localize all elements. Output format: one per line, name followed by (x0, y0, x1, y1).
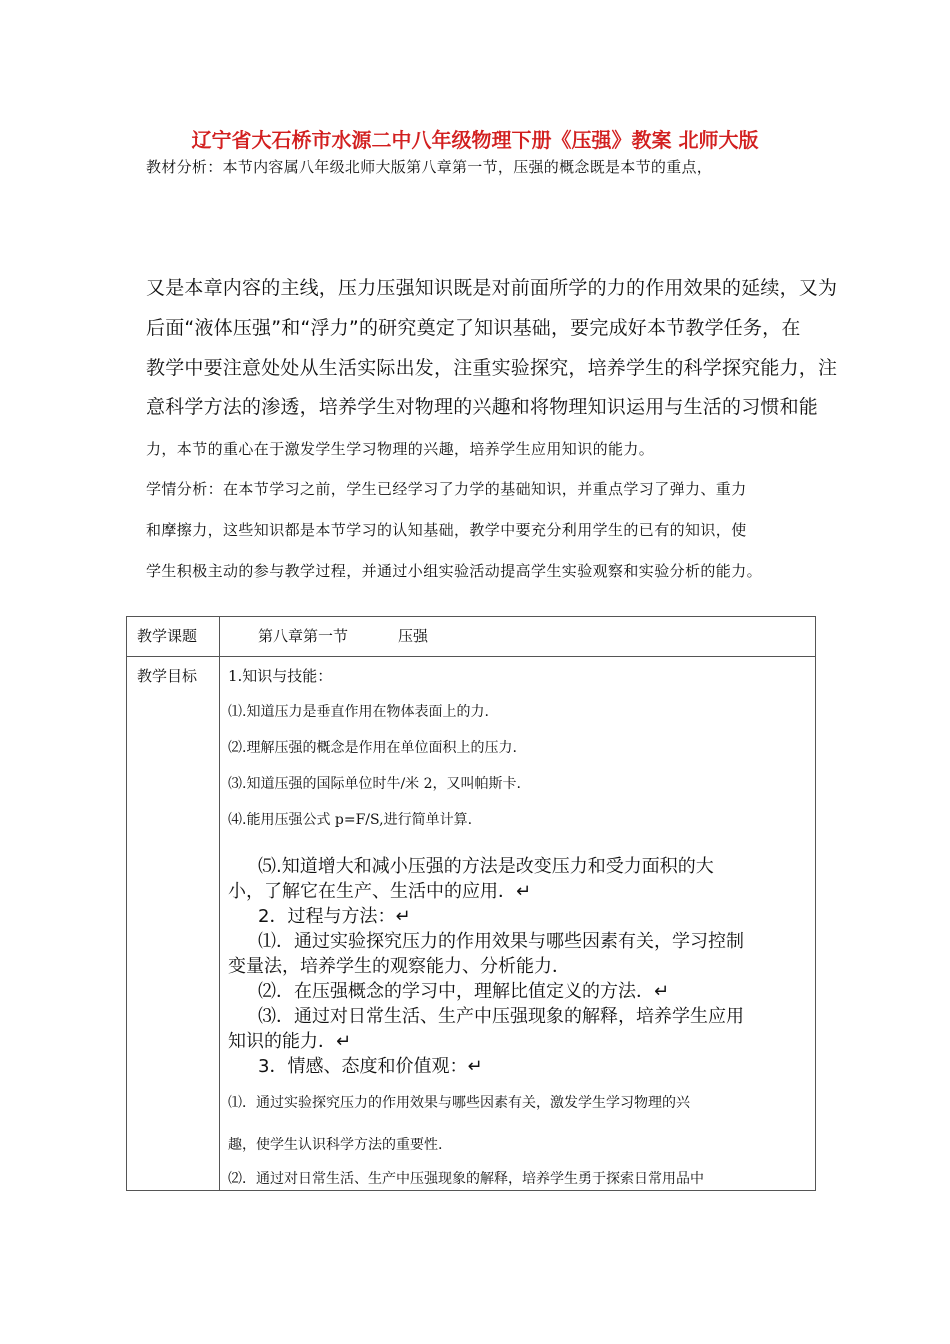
final-goal-3: ⑵．通过对日常生活、生产中压强现象的解释，培养学生勇于探索日常用品中 (228, 1171, 704, 1187)
goal-line-5: ⑷.能用压强公式 p=F/S,进行简单计算. (228, 812, 473, 828)
goals-cell (220, 657, 816, 1191)
scanned-goal-4: ⑴．通过实验探究压力的作用效果与哪些因素有关，学习控制 (258, 931, 744, 952)
goal-line-3: ⑵.理解压强的概念是作用在单位面积上的压力. (228, 740, 517, 756)
scanned-line-3: 教学中要注意处处从生活实际出发，注重实验探究，培养学生的科学探究能力，注 (146, 357, 838, 379)
label-cell-goals (127, 657, 220, 1191)
lesson-table (126, 616, 816, 1191)
scanned-goal-6: ⑵．在压强概念的学习中，理解比值定义的方法．↵ (258, 981, 670, 1002)
paragraph-line-3: 和摩擦力，这些知识都是本节学习的认知基础，教学中要充分利用学生的已有的知识，使 (146, 521, 747, 539)
scanned-goal-5: 变量法，培养学生的观察能力、分析能力． (228, 956, 570, 977)
scanned-goal-8: 知识的能力．↵ (228, 1031, 352, 1052)
paragraph-line-1: 力，本节的重心在于激发学生学习物理的兴趣，培养学生应用知识的能力。 (146, 440, 655, 458)
intro-line: 教材分析：本节内容属八年级北师大版第八章第一节，压强的概念既是本节的重点， (146, 158, 713, 176)
scanned-line-2: 后面“液体压强”和“浮力”的研究奠定了知识基础，要完成好本节教学任务，在 (146, 317, 801, 339)
table-row-topic (127, 617, 816, 657)
scanned-line-4: 意科学方法的渗透，培养学生对物理的兴趣和将物理知识运用与生活的习惯和能 (146, 396, 819, 418)
scanned-goal-9: 3．情感、态度和价值观：↵ (258, 1056, 483, 1077)
chapter-label: 第八章第一节 (258, 627, 349, 645)
goal-line-4: ⑶.知道压强的国际单位时牛/米 2，又叫帕斯卡. (228, 776, 521, 792)
paragraph-line-2: 学情分析：在本节学习之前，学生已经学习了力学的基础知识，并重点学习了弹力、重力 (146, 480, 747, 498)
final-goal-1: ⑴．通过实验探究压力的作用效果与哪些因素有关，激发学生学习物理的兴 (228, 1095, 690, 1111)
goal-line-2: ⑴.知道压力是垂直作用在物体表面上的力. (228, 704, 489, 720)
scanned-line-1: 又是本章内容的主线，压力压强知识既是对前面所学的力的作用效果的延续，又为 (146, 277, 838, 299)
scanned-goal-2: 小，了解它在生产、生活中的应用．↵ (228, 881, 532, 902)
label-topic: 教学课题 (137, 627, 198, 645)
table-row-goals (127, 657, 816, 1191)
label-goals: 教学目标 (137, 667, 198, 685)
final-goal-2: 趣，使学生认识科学方法的重要性. (228, 1137, 443, 1153)
scanned-goal-7: ⑶．通过对日常生活、生产中压强现象的解释，培养学生应用 (258, 1006, 744, 1027)
paragraph-line-4: 学生积极主动的参与教学过程，并通过小组实验活动提高学生实验观察和实验分析的能力。 (146, 562, 763, 580)
scanned-goal-3: 2．过程与方法：↵ (258, 906, 411, 927)
label-cell-topic (127, 617, 220, 657)
topic-cell (220, 617, 816, 657)
topic-label: 压强 (398, 627, 429, 645)
goal-line-1: 1.知识与技能： (228, 667, 333, 685)
document-title: 辽宁省大石桥市水源二中八年级物理下册《压强》教案 北师大版 (191, 128, 759, 152)
scanned-goal-1: ⑸.知道增大和减小压强的方法是改变压力和受力面积的大 (258, 856, 714, 877)
